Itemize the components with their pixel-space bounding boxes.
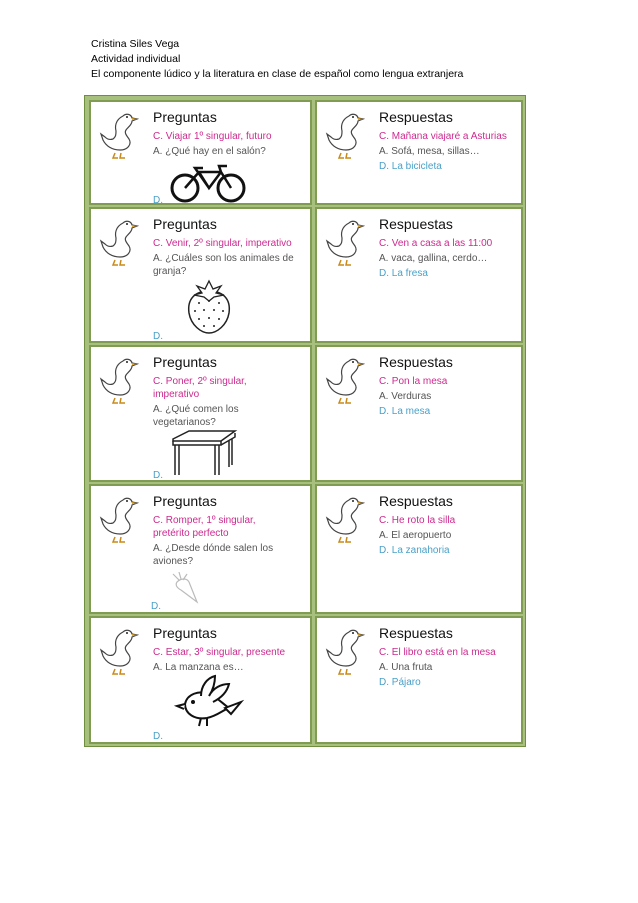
card-c-line: C. Ven a casa a las 11:00: [379, 238, 493, 249]
card-a-line: A. ¿Qué comen los vegetarianos?: [153, 404, 239, 428]
bicycle-icon: [169, 164, 249, 204]
goose-icon: [99, 355, 139, 405]
answer-card: [315, 345, 523, 482]
goose-icon: [325, 217, 365, 267]
card-c-line: C. El libro está en la mesa: [379, 647, 496, 658]
question-card: [89, 345, 312, 482]
card-title: Respuestas: [379, 354, 453, 370]
card-title: Preguntas: [153, 493, 217, 509]
card-a-line: A. La manzana es…: [153, 662, 244, 673]
card-title: Preguntas: [153, 354, 217, 370]
goose-icon: [99, 217, 139, 267]
card-d-line: D. La bicicleta: [379, 161, 442, 172]
card-c-line: C. Viajar 1º singular, futuro: [153, 131, 272, 142]
card-d-line: D.: [153, 331, 163, 342]
strawberry-icon: [183, 279, 235, 335]
goose-icon: [325, 355, 365, 405]
card-a-line: A. ¿Cuáles son los animales de granja?: [153, 253, 294, 277]
card-a-line: A. ¿Desde dónde salen los aviones?: [153, 543, 274, 567]
card-c-line: C. Pon la mesa: [379, 376, 448, 387]
card-a-line: A. vaca, gallina, cerdo…: [379, 253, 488, 264]
author-name: Cristina Siles Vega: [91, 38, 180, 50]
card-d-line: D. La zanahoria: [379, 545, 450, 556]
card-title: Respuestas: [379, 493, 453, 509]
card-a-line: A. Sofá, mesa, sillas…: [379, 146, 480, 157]
question-card: [89, 616, 312, 744]
goose-icon: [325, 110, 365, 160]
goose-icon: [99, 110, 139, 160]
card-a-line: A. ¿Qué hay en el salón?: [153, 146, 266, 157]
card-d-line: D.: [153, 731, 163, 742]
answer-card: [315, 484, 523, 614]
question-card: [89, 100, 312, 205]
card-c-line: C. He roto la silla: [379, 515, 456, 526]
card-a-line: A. Una fruta: [379, 662, 433, 673]
goose-icon: [325, 494, 365, 544]
document-header: [91, 37, 463, 82]
card-d-line: D.: [153, 195, 163, 206]
card-d-line: D. La fresa: [379, 268, 428, 279]
card-d-line: D.: [151, 601, 161, 612]
card-title: Preguntas: [153, 109, 217, 125]
card-title: Respuestas: [379, 109, 453, 125]
card-title: Respuestas: [379, 216, 453, 232]
card-title: Preguntas: [153, 216, 217, 232]
goose-icon: [99, 494, 139, 544]
card-c-line: C. Poner, 2º singular, imperativo: [153, 376, 247, 400]
answer-card: [315, 100, 523, 205]
card-c-line: C. Romper, 1º singular, pretérito perfecto: [153, 515, 256, 539]
answer-card: [315, 616, 523, 744]
card-d-line: D. La mesa: [379, 406, 431, 417]
course-title: El componente lúdico y la literatura en clase de español como lengua extranjera: [91, 68, 464, 80]
answer-card: [315, 207, 523, 343]
goose-icon: [99, 626, 139, 676]
table-icon: [167, 429, 239, 477]
card-title: Respuestas: [379, 625, 453, 641]
card-c-line: C. Venir, 2º singular, imperativo: [153, 238, 292, 249]
card-d-line: D.: [153, 470, 163, 481]
card-a-line: A. El aeropuerto: [379, 530, 452, 541]
card-d-line: D. Pájaro: [379, 677, 421, 688]
carrot-icon: [171, 572, 207, 606]
card-a-line: A. Verduras: [379, 391, 432, 402]
card-grid: [84, 95, 526, 747]
goose-icon: [325, 626, 365, 676]
question-card: [89, 484, 312, 614]
card-c-line: C. Estar, 3º singular, presente: [153, 647, 286, 658]
question-card: [89, 207, 312, 343]
activity-type: Actividad individual: [91, 53, 181, 65]
card-title: Preguntas: [153, 625, 217, 641]
bird-icon: [171, 674, 245, 730]
card-c-line: C. Mañana viajaré a Asturias: [379, 131, 507, 142]
